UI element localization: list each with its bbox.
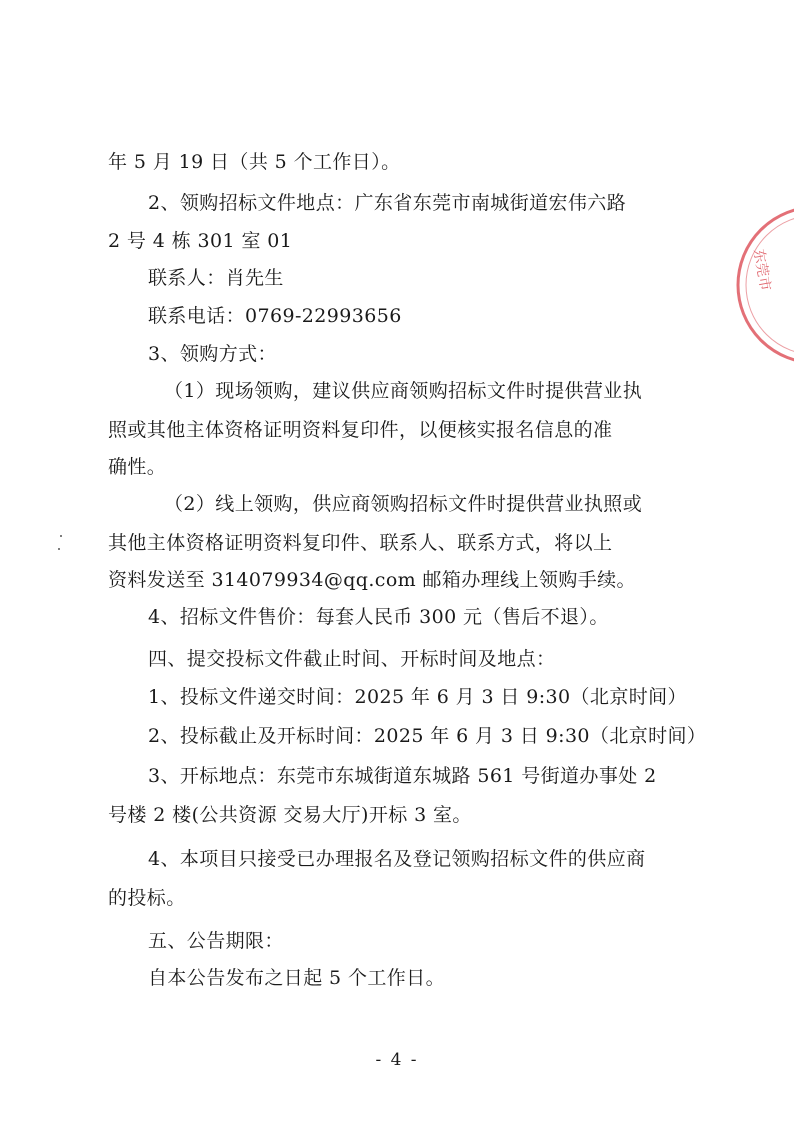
text-line-20: 的投标。 — [108, 887, 186, 909]
text-line-16: 2、投标截止及开标时间：2025 年 6 月 3 日 9:30（北京时间） — [148, 725, 707, 747]
text-line-1: 年 5 月 19 日（共 5 个工作日）。 — [108, 151, 401, 173]
text-line-17: 3、开标地点：东莞市东城街道东城路 561 号街道办事处 2 — [148, 765, 657, 787]
text-line-8: 照或其他主体资格证明资料复印件，以便核实报名信息的准 — [108, 419, 613, 441]
text-line-10: （2）线上领购，供应商领购招标文件时提供营业执照或 — [164, 493, 643, 515]
red-seal-stamp — [736, 210, 794, 370]
text-line-7: （1）现场领购，建议供应商领购招标文件时提供营业执 — [164, 380, 643, 402]
text-line-13: 4、招标文件售价：每套人民币 300 元（售后不退）。 — [148, 606, 609, 628]
text-line-9: 确性。 — [108, 456, 167, 478]
text-line-4: 联系人：肖先生 — [148, 267, 284, 289]
text-line-15: 1、投标文件递交时间：2025 年 6 月 3 日 9:30（北京时间） — [148, 686, 687, 708]
section-heading-4: 四、提交投标文件截止时间、开标时间及地点： — [148, 648, 556, 670]
text-line-2: 2、领购招标文件地点：广东省东莞市南城街道宏伟六路 — [148, 192, 627, 214]
page-number: - 4 - — [375, 1050, 419, 1070]
text-line-19: 4、本项目只接受已办理报名及登记领购招标文件的供应商 — [148, 848, 646, 870]
text-line-18: 号楼 2 楼(公共资源 交易大厅)开标 3 室。 — [108, 804, 472, 826]
scan-speck — [60, 535, 62, 537]
scan-speck — [58, 548, 60, 550]
section-heading-5: 五、公告期限： — [148, 930, 284, 952]
text-line-6: 3、领购方式： — [148, 343, 277, 365]
svg-text:东莞市: 东莞市 — [750, 247, 774, 293]
text-line-12: 资料发送至 314079934@qq.com 邮箱办理线上领购手续。 — [108, 569, 636, 591]
text-line-11: 其他主体资格证明资料复印件、联系人、联系方式，将以上 — [108, 532, 613, 554]
text-line-22: 自本公告发布之日起 5 个工作日。 — [148, 967, 445, 989]
text-line-5: 联系电话：0769-22993656 — [148, 305, 402, 327]
text-line-3: 2 号 4 栋 301 室 01 — [108, 230, 293, 252]
